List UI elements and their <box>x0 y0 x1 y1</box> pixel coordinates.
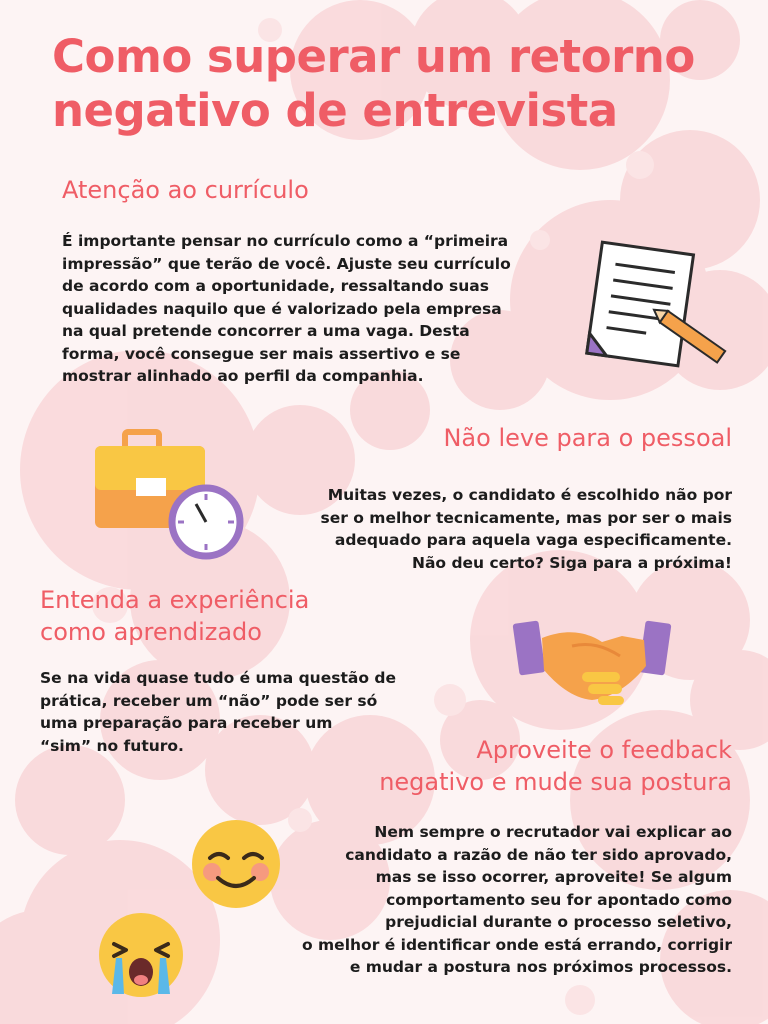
body-line: “sim” no futuro. <box>40 736 184 755</box>
body-line: uma preparação para receber um <box>40 714 333 732</box>
body-line: prejudicial durante o processo seletivo, <box>385 913 732 931</box>
section-heading-feedback <box>300 734 732 798</box>
crying-face-icon <box>96 910 186 1000</box>
heading-line: Aproveite o feedback <box>476 736 732 764</box>
heading-line: negativo e mude sua postura <box>379 768 732 796</box>
heading-line: Não leve para o pessoal <box>443 424 732 452</box>
body-line: de acordo com a oportunidade, ressaltando suas <box>62 277 489 295</box>
body-line: Se na vida quase tudo é uma questão de <box>40 669 396 687</box>
heading-line: como aprendizado <box>40 618 262 646</box>
body-line: Não deu certo? Siga para a próxima! <box>411 553 732 572</box>
body-line: É importante pensar no currículo como a “primeira <box>62 232 509 250</box>
page-title <box>52 30 732 138</box>
body-line: adequado para aquela vaga especificamente. <box>334 531 732 549</box>
handshake-icon <box>512 612 672 712</box>
heading-line: Entenda a experiência <box>40 586 310 614</box>
body-line: impressão” que terão de você. Ajuste seu currículo <box>62 254 511 273</box>
body-line: ser o melhor tecnicamente, mas por ser o mais <box>320 508 732 527</box>
body-line: forma, você consegue ser mais assertivo e se <box>62 344 461 363</box>
section-heading-aprendizado <box>40 584 309 648</box>
section-heading-pessoal <box>380 422 732 454</box>
body-line: o melhor é identificar onde está errando, corrigir <box>301 935 732 954</box>
body-line: qualidades naquilo que é valorizado pela empresa <box>62 299 502 318</box>
section-body-pessoal <box>262 484 732 574</box>
body-line: prática, receber um “não” pode ser só <box>40 691 378 710</box>
section-body-feedback <box>232 821 732 979</box>
heading-line: Atenção ao currículo <box>62 176 309 204</box>
body-line: candidato a razão de não ter sido aprovado, <box>345 845 732 864</box>
body-line: Nem sempre o recrutador vai explicar ao <box>374 823 732 841</box>
body-line: Muitas vezes, o candidato é escolhido não por <box>327 486 732 504</box>
smiling-face-icon <box>188 816 284 912</box>
title-line: Como superar um retorno <box>52 30 695 83</box>
section-heading-curriculo <box>62 174 309 206</box>
title-line: negativo de entrevista <box>52 84 618 137</box>
body-line: mas se isso ocorrer, aproveite! Se algum <box>375 868 732 886</box>
body-line: e mudar a postura nos próximos processos. <box>349 958 732 976</box>
body-line: comportamento seu for apontado como <box>386 890 732 909</box>
document-pencil-icon <box>580 240 740 380</box>
briefcase-clock-icon <box>90 428 250 568</box>
section-body-curriculo <box>62 230 511 388</box>
body-line: mostrar alinhado ao perfil da companhia. <box>62 367 424 385</box>
body-line: na qual pretende concorrer a uma vaga. Desta <box>62 322 470 340</box>
